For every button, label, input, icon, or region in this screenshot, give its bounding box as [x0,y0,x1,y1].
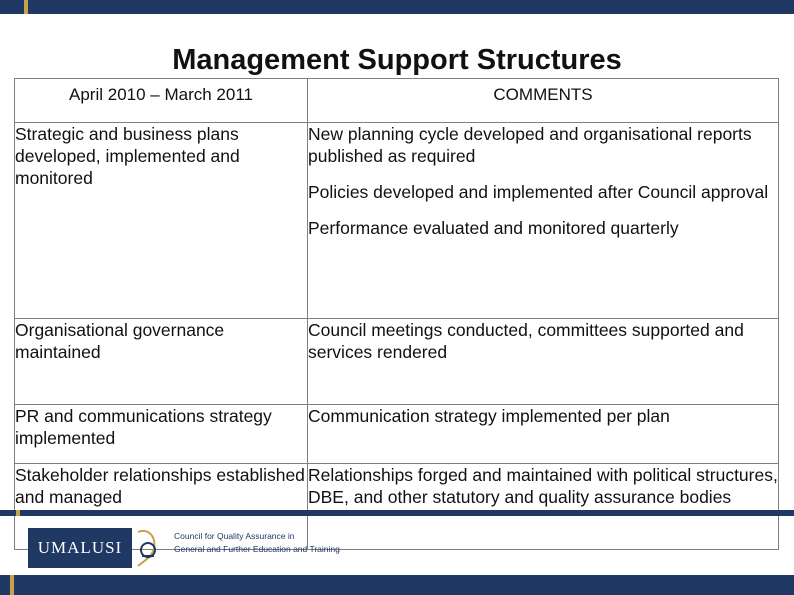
table-row [15,319,779,405]
comment-line: Policies developed and implemented after Council approval [308,182,769,202]
row-item: Organisational governance maintained [15,319,308,405]
council-name: Council for Quality Assurance in General and Further Education and Training [174,531,340,554]
comment-line: Performance evaluated and monitored quarterly [308,218,679,238]
table-row [15,123,779,319]
period-header: April 2010 – March 2011 [15,79,308,123]
footer-divider-accent [16,510,20,516]
umalusi-logo: UMALUSI [28,528,132,568]
row-comments: Council meetings conducted, committees supported and services rendered [308,319,779,405]
structures-table [14,78,779,550]
table-row [15,405,779,464]
top-banner-accent [24,0,28,14]
umalusi-emblem-icon [134,526,162,570]
page-title: Management Support Structures [172,44,622,76]
row-item: Strategic and business plans developed, implemented and monitored [15,123,308,319]
row-comments: Communication strategy implemented per plan [308,405,779,464]
row-comments: Relationships forged and maintained with political structures, DBE, and other statutory and quality assurance bodies [308,464,779,550]
comments-header: COMMENTS [308,79,779,123]
comment-line: New planning cycle developed and organisational reports published as required [308,124,752,166]
footer-divider [0,510,794,516]
table-header-row [15,79,779,123]
row-item: Stakeholder relationships established and managed [15,464,308,550]
bottom-banner-accent [10,575,14,595]
top-banner [0,0,794,14]
row-comments [308,123,779,319]
bottom-banner [0,575,794,595]
row-item: PR and communications strategy implemented [15,405,308,464]
